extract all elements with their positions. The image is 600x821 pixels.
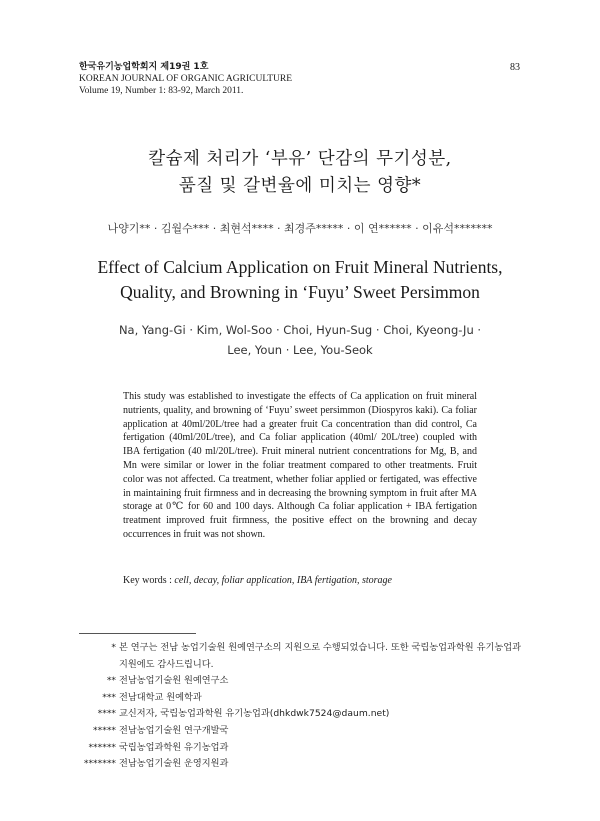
keywords	[123, 575, 392, 586]
keywords-terms: cell, decay, foliar application, IBA fertigation, storage	[174, 575, 392, 586]
authors-korean: 나양기** · 김월수*** · 최현석**** · 최경주***** · 이 연****** · 이유석*******	[107, 222, 493, 235]
footnote-mark: *******	[83, 758, 116, 770]
footnote-divider	[79, 633, 196, 634]
footnote-text: 전남농업기술원 원예연구소	[119, 675, 229, 687]
title-kr-line-1: 칼슘제 처리가 ‘부유’ 단감의 무기성분,	[148, 149, 452, 169]
title-kr-line-2: 품질 및 갈변율에 미치는 영향*	[178, 176, 422, 196]
footnote-5	[79, 723, 524, 740]
journal-volume: Volume 19, Number 1: 83-92, March 2011.	[79, 86, 244, 96]
title-en-line-2: Quality, and Browning in ‘Fuyu’ Sweet Persimmon	[120, 282, 480, 302]
abstract: This study was established to investigate the effects of Ca application on fruit mineral nutrients, quality, and browning of ‘Fuyu’ sweet persimmon (Diospyros kaki). Ca foliar application at 40ml/20L/tree had a greater fruit Ca concentration than did control, Ca fertigation (40ml/20L/tree), and Ca foliar application (40ml/ 20L/tree) coupled with IBA fertigation (40 ml/20L/tree). Fruit mineral nutrient concentrations for Mg, B, and Mn were similar or lower in the foliar treatment compared to other treatments. Fruit color was not affected. Ca treatment, whether foliar applied or fertigated, was effective in maintaining fruit firmness and in decreasing the browning symptom in fruit after MA storage at 0℃ for 60 and 100 days. Although Ca foliar application + IBA fertigation treatment improved fruit firmness, the positive effect on the browning and decay occurrences in fruit was not shown.	[123, 391, 477, 540]
footnote-3	[79, 690, 524, 707]
footnote-7	[79, 756, 524, 773]
authors-english	[0, 320, 600, 360]
footnote-mark: *	[111, 642, 116, 653]
footnote-mark: ******	[88, 741, 116, 753]
footnote-text: 전남대학교 원예학과	[119, 691, 202, 703]
journal-header	[79, 61, 292, 97]
footnote-mark: ***	[102, 691, 116, 703]
keywords-label: Key words :	[123, 575, 175, 586]
footnote-text: 본 연구는 전남 농업기술원 원예연구소의 지원으로 수행되었습니다. 또한 국립농업과학원 유기농업과 지원에도 감사드립니다.	[119, 642, 521, 670]
footnote-text: 전남농업기술원 운영지원과	[119, 758, 229, 770]
footnote-mark: ****	[97, 708, 116, 720]
footnote-mark: **	[106, 675, 116, 687]
authors-en-line-1: Na, Yang-Gi · Kim, Wol-Soo · Choi, Hyun-Sug · Choi, Kyeong-Ju ·	[118, 323, 482, 337]
footnote-6	[79, 740, 524, 757]
title-korean	[0, 146, 600, 200]
title-en-line-1: Effect of Calcium Application on Fruit Mineral Nutrients,	[97, 257, 503, 277]
journal-title-kr: 한국유기농업학회지 제19권 1호	[79, 62, 209, 72]
footnote-2	[79, 673, 524, 690]
footnotes	[79, 640, 524, 773]
authors-en-line-2: Lee, Youn · Lee, You-Seok	[227, 343, 373, 357]
footnote-mark: *****	[93, 724, 116, 736]
footnote-4	[79, 706, 524, 723]
journal-title-en: KOREAN JOURNAL OF ORGANIC AGRICULTURE	[79, 74, 293, 84]
footnote-text: 전남농업기술원 연구개발국	[119, 724, 229, 736]
page-number: 83	[510, 62, 520, 73]
footnote-text: 교신저자, 국립농업과학원 유기농업과(dhkdwk7524@daum.net)	[119, 708, 390, 720]
title-english	[0, 255, 600, 305]
footnote-text: 국립농업과학원 유기농업과	[119, 741, 229, 753]
footnote-1	[79, 640, 524, 673]
